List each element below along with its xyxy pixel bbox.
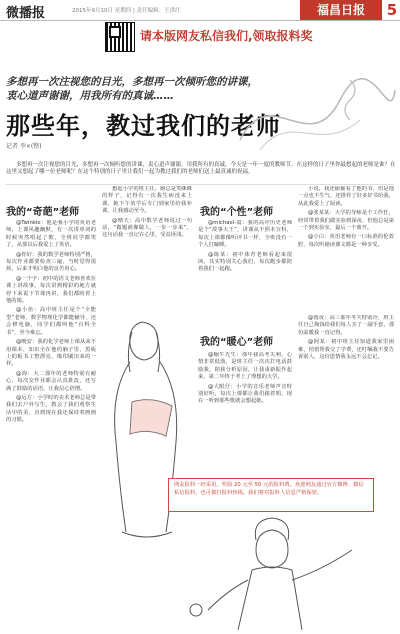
notice-text: 网友报料一经采用，奖励 20 元至 50 元的报料费。欢迎网友通过官方微博、微信私信报料，也可拨打报料热线。我们将对报料人信息严格保密。: [174, 482, 364, 496]
section-name: 微播报: [6, 6, 46, 21]
paragraph: @阿某：初中班主任知道我家里困难，悄悄帮我交了学费，还叮嘱我不要告诉别人，这份恩情我永远不会忘记。: [298, 339, 394, 361]
report-slogan: 请本版网友私信我们,领取报料奖: [140, 29, 313, 43]
paragraph: @晴天：高中数学老师说过一句话，“做题就像做人，一步一步来”，这句话我一直记在心里，受益匪浅。: [102, 217, 192, 239]
paragraph: @陈某：初中体育老师看起来很凶，其实特别关心我们，每次跑步都陪着我们一起跑。: [198, 251, 292, 273]
divider: [6, 184, 394, 185]
decorative-swirl-illustration: [230, 70, 398, 162]
section-title-quirky: 我的“奇葩”老师: [6, 207, 80, 218]
headline-sub-1: 多想再一次注视您的目光，多想再一次倾听您的讲课，: [6, 76, 258, 88]
paragraph: @michael-翁：我的高中历史老师是个“故事大王”，讲课从不照本宣科，每次上课都像听评书一样，全班没有一个人打瞌睡。: [198, 220, 292, 249]
issue-meta: 2015年9月10日 星期四 | 责任编辑：王洪红: [72, 8, 181, 14]
paragraph: @蜗牛先生：那年我高考失利，心情非常低落，是班主任一次次打电话鼓励我，陪我分析原因，让我重新振作起来，第二年终于考上了理想的大学。: [198, 352, 292, 381]
paragraph: 想起小学的班主任，她总是笑眯眯的样子，记得有一次我生病没来上课，她下午放学后专门到家里给我补课，让我感动至今。: [102, 186, 192, 215]
column-1: [6, 220, 96, 562]
headline-sub-2: 衷心道声谢谢，用我所有的真诚……: [6, 90, 174, 102]
paragraph: @Twinkle：他是我小学的英语老师，上课风趣幽默，有一次讲单词的时候突然唱起了歌，全班同学都笑了，从那以后我爱上了英语。: [6, 220, 96, 249]
byline: 记者 李×(整): [6, 143, 42, 150]
paragraph: @远方：小学时的美术老师总是带我们去户外写生，教会了我们观察生活中的美，直到现在我还保持着画画的习惯。: [6, 394, 96, 424]
page-header: [0, 0, 400, 21]
column-5: [198, 352, 292, 462]
section-title-warm: 我的“暖心”老师: [200, 337, 274, 348]
paragraph: @你好：我的数学老师特别严格，每次作业都要检查三遍，当时觉得很烦，后来才明白他的良苦用心。: [6, 251, 96, 273]
column-3: [198, 220, 292, 314]
reporting-notice-box: [168, 478, 374, 512]
column-6: [298, 315, 394, 462]
qr-code-icon: [105, 22, 135, 52]
page-number: 5: [386, 1, 398, 19]
lead-paragraph: 多想再一次注视您的目光，多想再一次倾听您的讲课，衷心道声谢谢，用我所有的真诚。今天是一年一度的教师节，在这样的日子里你最想起的老师是谁？在这里又想起了哪一位老师呢？在这个特别的日子里让我们一起为教过我们的老师们送上最真诚的祝福。: [6, 162, 396, 175]
paragraph: @一个字：初中的语文老师喜欢在课上讲故事，每次讲到精彩的地方就停下来说下节课再讲，我们都盼着上他的课。: [6, 275, 96, 305]
column-4: [298, 186, 394, 312]
paragraph: @雨夜：高三那年冬天特别冷，班主任自己掏钱给我们每人买了一副手套，那份温暖我一直记得。: [298, 315, 394, 336]
paragraph: @小鱼：高中班主任是个“全能型”老师，数学物理化学都能辅导，还会修电脑，同学们都叫他“百科全书”，至今难忘。: [6, 307, 96, 336]
newspaper-brand: 福昌日报: [300, 0, 382, 20]
paragraph: 小说，我还偷偷看了他的书，但是他一点也不生气，还推荐了好多好书给我，从此我爱上了阅读。: [298, 186, 394, 207]
paragraph: @大眼仔：小学的音乐老师声音特别好听，每次上课都让我们跟着唱，现在一听到那些歌就会想起她。: [198, 383, 292, 405]
paragraph: @小白：英语老师有一口标准的伦敦腔，每次听她读课文都是一种享受。: [298, 234, 394, 248]
paragraph: @海：大二那年的老师特别有耐心，每次交作业都会认真批改，还写满了鼓励的话语，让我信心倍增。: [6, 370, 96, 392]
column-2: [102, 186, 192, 278]
paragraph: @张某某：大学的导师是个工作狂，经常带着我们做实验到深夜，但他总是第一个到实验室，最后一个离开。: [298, 210, 394, 232]
section-title-personality: 我的“个性”老师: [200, 207, 274, 218]
main-headline: 那些年，教过我们的老师: [6, 112, 281, 140]
paragraph: @晚安：我的化学老师上课从来不用课本，知识全在他的脑子里，黑板上的板书工整漂亮，像印刷出来的一样。: [6, 339, 96, 368]
